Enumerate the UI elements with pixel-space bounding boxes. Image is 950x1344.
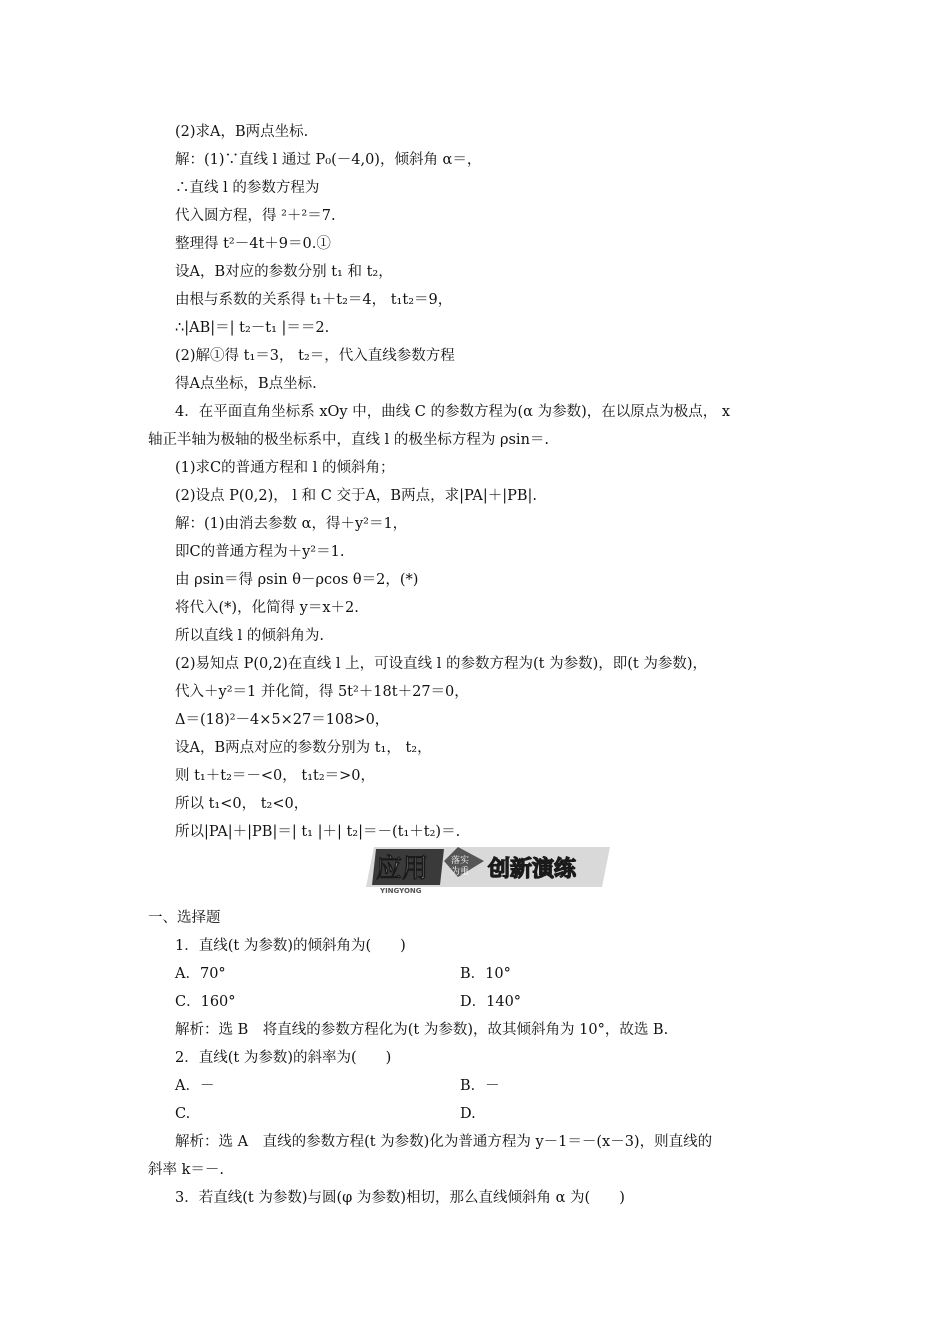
text-line: (2)解①得 t₁＝3， t₂＝，代入直线参数方程 — [175, 348, 455, 364]
banner-word-1: 应用 — [376, 854, 429, 884]
text-line: 即C的普通方程为＋y²＝1. — [175, 544, 345, 560]
text-line: 解：(1)由消去参数 α，得＋y²＝1， — [175, 516, 408, 532]
banner-small-2: 为重 — [451, 867, 470, 877]
text-line: 轴正半轴为极轴的极坐标系中，直线 l 的极坐标方程为 ρsin＝. — [148, 432, 550, 448]
text-line: 将代入(*)，化简得 y＝x＋2. — [175, 600, 359, 616]
text-line: (1)求C的普通方程和 l 的倾斜角； — [175, 460, 395, 476]
text-line: 所以 t₁<0， t₂<0， — [175, 796, 309, 812]
text-line: 所以直线 l 的倾斜角为. — [175, 628, 324, 644]
text-line: 设A，B两点对应的参数分别为 t₁， t₂， — [175, 740, 432, 756]
question-1-option-d: D．140° — [460, 994, 522, 1010]
question-3-stem: 3．若直线(t 为参数)与圆(φ 为参数)相切，那么直线倾斜角 α 为( ) — [175, 1190, 625, 1206]
question-2-stem: 2．直线(t 为参数)的斜率为( ) — [175, 1050, 392, 1066]
text-line: 所以|PA|＋|PB|＝| t₁ |＋| t₂|＝－(t₁＋t₂)＝. — [175, 824, 461, 840]
text-line: Δ＝(18)²－4×5×27＝108>0， — [175, 712, 390, 728]
question-2-analysis-cont: 斜率 k＝－. — [148, 1162, 225, 1178]
question-1-stem: 1．直线(t 为参数)的倾斜角为( ) — [175, 938, 406, 954]
section-banner — [360, 843, 620, 895]
question-2-option-a: A．－ — [175, 1078, 215, 1094]
question-1-option-b: B．10° — [460, 966, 511, 982]
text-line: ∴|AB|＝| t₂－t₁ |＝＝2. — [175, 320, 330, 336]
text-line: (2)设点 P(0,2)， l 和 C 交于A，B两点，求|PA|＋|PB|. — [175, 488, 538, 504]
text-line: 由 ρsin＝得 ρsin θ－ρcos θ＝2，(*) — [175, 572, 419, 588]
question-2-analysis: 解析：选 A 直线的参数方程(t 为参数)化为普通方程为 y－1＝－(x－3)，则直线的 — [175, 1134, 713, 1150]
banner-small-1: 落实 — [451, 856, 470, 866]
text-line: 解：(1)∵直线 l 通过 P₀(－4,0)，倾斜角 α＝， — [175, 152, 482, 168]
question-1-analysis: 解析：选 B 将直线的参数方程化为(t 为参数)，故其倾斜角为 10°，故选 B. — [175, 1022, 669, 1038]
text-line: (2)求A，B两点坐标. — [175, 124, 309, 140]
question-2-option-b: B．－ — [460, 1078, 500, 1094]
text-line: 由根与系数的关系得 t₁＋t₂＝4， t₁t₂＝9， — [175, 292, 453, 308]
text-line: 代入＋y²＝1 并化简，得 5t²＋18t＋27＝0， — [175, 684, 469, 700]
question-1-option-c: C．160° — [175, 994, 236, 1010]
question-2-option-c: C. — [175, 1106, 191, 1122]
question-1-option-a: A．70° — [175, 966, 226, 982]
text-line: ∴直线 l 的参数方程为 — [175, 180, 320, 196]
text-line: 则 t₁＋t₂＝－<0， t₁t₂＝>0， — [175, 768, 376, 784]
section-heading: 一、选择题 — [148, 910, 221, 926]
text-line: 得A点坐标，B点坐标. — [175, 376, 317, 392]
text-line: 代入圆方程，得 ²＋²＝7. — [175, 208, 336, 224]
question-2-option-d: D. — [460, 1106, 476, 1122]
text-line: 4．在平面直角坐标系 xOy 中，曲线 C 的参数方程为(α 为参数)，在以原点为极点， x — [175, 404, 731, 420]
text-line: (2)易知点 P(0,2)在直线 l 上，可设直线 l 的参数方程为(t 为参数)，即(t 为参数)， — [175, 656, 707, 672]
text-line: 设A，B对应的参数分别 t₁ 和 t₂， — [175, 264, 393, 280]
banner-word-2: 创新演练 — [488, 857, 577, 882]
banner-pinyin: YINGYONG — [380, 887, 422, 895]
text-line: 整理得 t²－4t＋9＝0.① — [175, 236, 331, 252]
